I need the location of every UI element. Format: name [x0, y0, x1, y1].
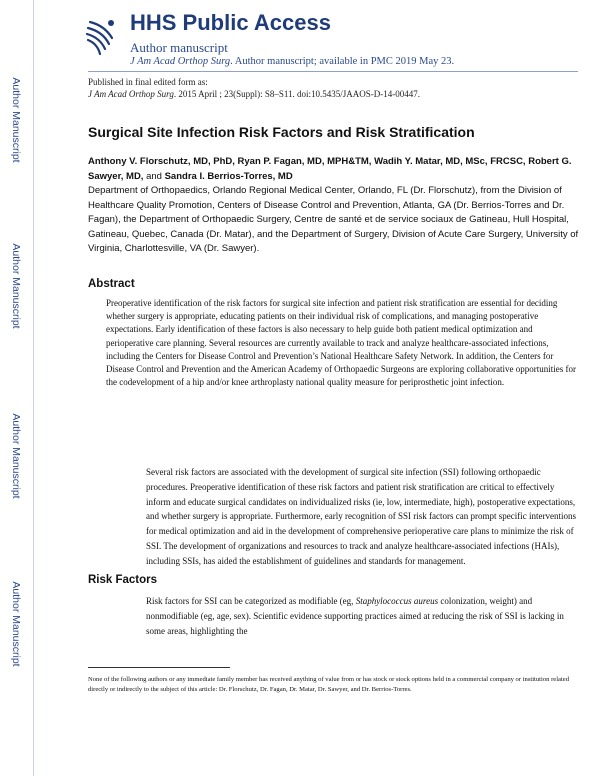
- risk-factors-heading: Risk Factors: [88, 574, 158, 586]
- authors-text: Anthony V. Florschutz, MD, PhD, Ryan P. Fagan, MD, MPH&TM, Wadih Y. Matar, MD, MSc, FRCSC, Robert G. Sawyer, MD,: [88, 156, 572, 182]
- availability-text: . Author manuscript; available in PMC 2019 May 23.: [230, 56, 455, 67]
- risk-factors-text-b: colonization, weight) and nonmodifiable (eg, age, sex). Scientific evidence supporting practices aimed at reducing the risk of SSI is lacking in some areas, highlighting the: [146, 596, 564, 636]
- side-label-author-manuscript: Author Manuscript: [10, 77, 22, 163]
- side-label-author-manuscript: Author Manuscript: [10, 243, 22, 329]
- article-title: Surgical Site Infection Risk Factors and Risk Stratification: [88, 124, 475, 140]
- header-journal-line: [130, 56, 454, 67]
- risk-factors-paragraph: [146, 594, 578, 638]
- journal-abbrev: J Am Acad Orthop Surg: [130, 56, 231, 67]
- citation-journal: J Am Acad Orthop Surg: [88, 89, 174, 99]
- author-list: [88, 154, 588, 184]
- side-rule: [33, 0, 34, 776]
- risk-factors-text-a: Risk factors for SSI can be categorized as modifiable (eg,: [146, 596, 354, 606]
- publication-note: [88, 76, 420, 100]
- authors-and: and: [146, 171, 162, 182]
- footnote-rule: [88, 667, 230, 668]
- organism-name: Staphylococcus aureus: [355, 596, 439, 606]
- header-title: HHS Public Access: [130, 10, 331, 35]
- intro-paragraph: Several risk factors are associated with the development of surgical site infection (SSI) following orthopaedic procedures. Preoperative identification of these risk factors and patient risk stratification are critical to effectively inform and educate surgical candidates on individualized risks (ie, low, intermediate, high), postoperative expectations, and whether surgery is appropriate. Furthermore, early recognition of SSI risk factors can prompt specific interventions for medical optimization and aid in the development of comprehensive perioperative care plans to minimize the risk of SSI. The development of organizations and resources to track and analyze healthcare-associated infections (HAIs), including SSIs, has aided the establishment of guidelines and standards for management.: [146, 467, 576, 566]
- abstract-heading: Abstract: [88, 278, 135, 290]
- author-last: Sandra I. Berrios-Torres, MD: [164, 171, 293, 182]
- citation-details: . 2015 April ; 23(Suppl): S8–S11. doi:10.5435/JAAOS-D-14-00447.: [173, 89, 421, 99]
- side-label-author-manuscript: Author Manuscript: [10, 581, 22, 667]
- footnote: None of the following authors or any immediate family member has received anything of value from or has stock or stock options held in a commercial company or institution related directly or indirectly to the subject of this article: Dr. Florschutz, Dr. Fagan, Dr. Matar, Dr. Sawyer, and Dr. Berrios-Torres.: [88, 676, 570, 693]
- affiliations: Department of Orthopaedics, Orlando Regional Medical Center, Orlando, FL (Dr. Florschutz), from the Division of Healthcare Quality Promotion, Centers of Disease Control and Prevention, Atlanta, GA (Dr. Berrios-Torres and Dr. Fagan), the Department of Orthopaedic Surgery, Centre de santé et de service sociaux de Gatineau, Hull Hospital, Gatineau, Quebec, Canada (Dr. Matar), and the Department of Surgery, Division of Acute Care Surgery, University of Virginia, Charlottesville, VA (Dr. Sawyer).: [88, 185, 579, 254]
- header-subtitle: Author manuscript: [130, 40, 228, 55]
- abstract-text: Preoperative identification of the risk factors for surgical site infection and patient risk stratification are essential for deciding whether surgery is appropriate, educating patients on their individual risk of complications, and managing postoperative expectations. Early identification of these factors is also necessary to help guide both patient medical optimization and perioperative care planning. Several resources are currently available to track and analyze healthcare-associated infections, including the Centers for Disease Control and Prevention’s National Healthcare Safety Network. In addition, the Centers for Disease Control and Prevention and the American Academy of Orthopaedic Surgeons are exploring collaborative opportunities for the codevelopment of a hip and/or knee arthroplasty national quality measure for periprosthetic joint infection.: [106, 298, 576, 388]
- citation-line: [88, 88, 420, 100]
- header-rule: [88, 71, 578, 72]
- side-label-author-manuscript: Author Manuscript: [10, 413, 22, 499]
- published-in-label: Published in final edited form as:: [88, 77, 208, 87]
- hhs-eagle-logo-icon: [84, 14, 118, 58]
